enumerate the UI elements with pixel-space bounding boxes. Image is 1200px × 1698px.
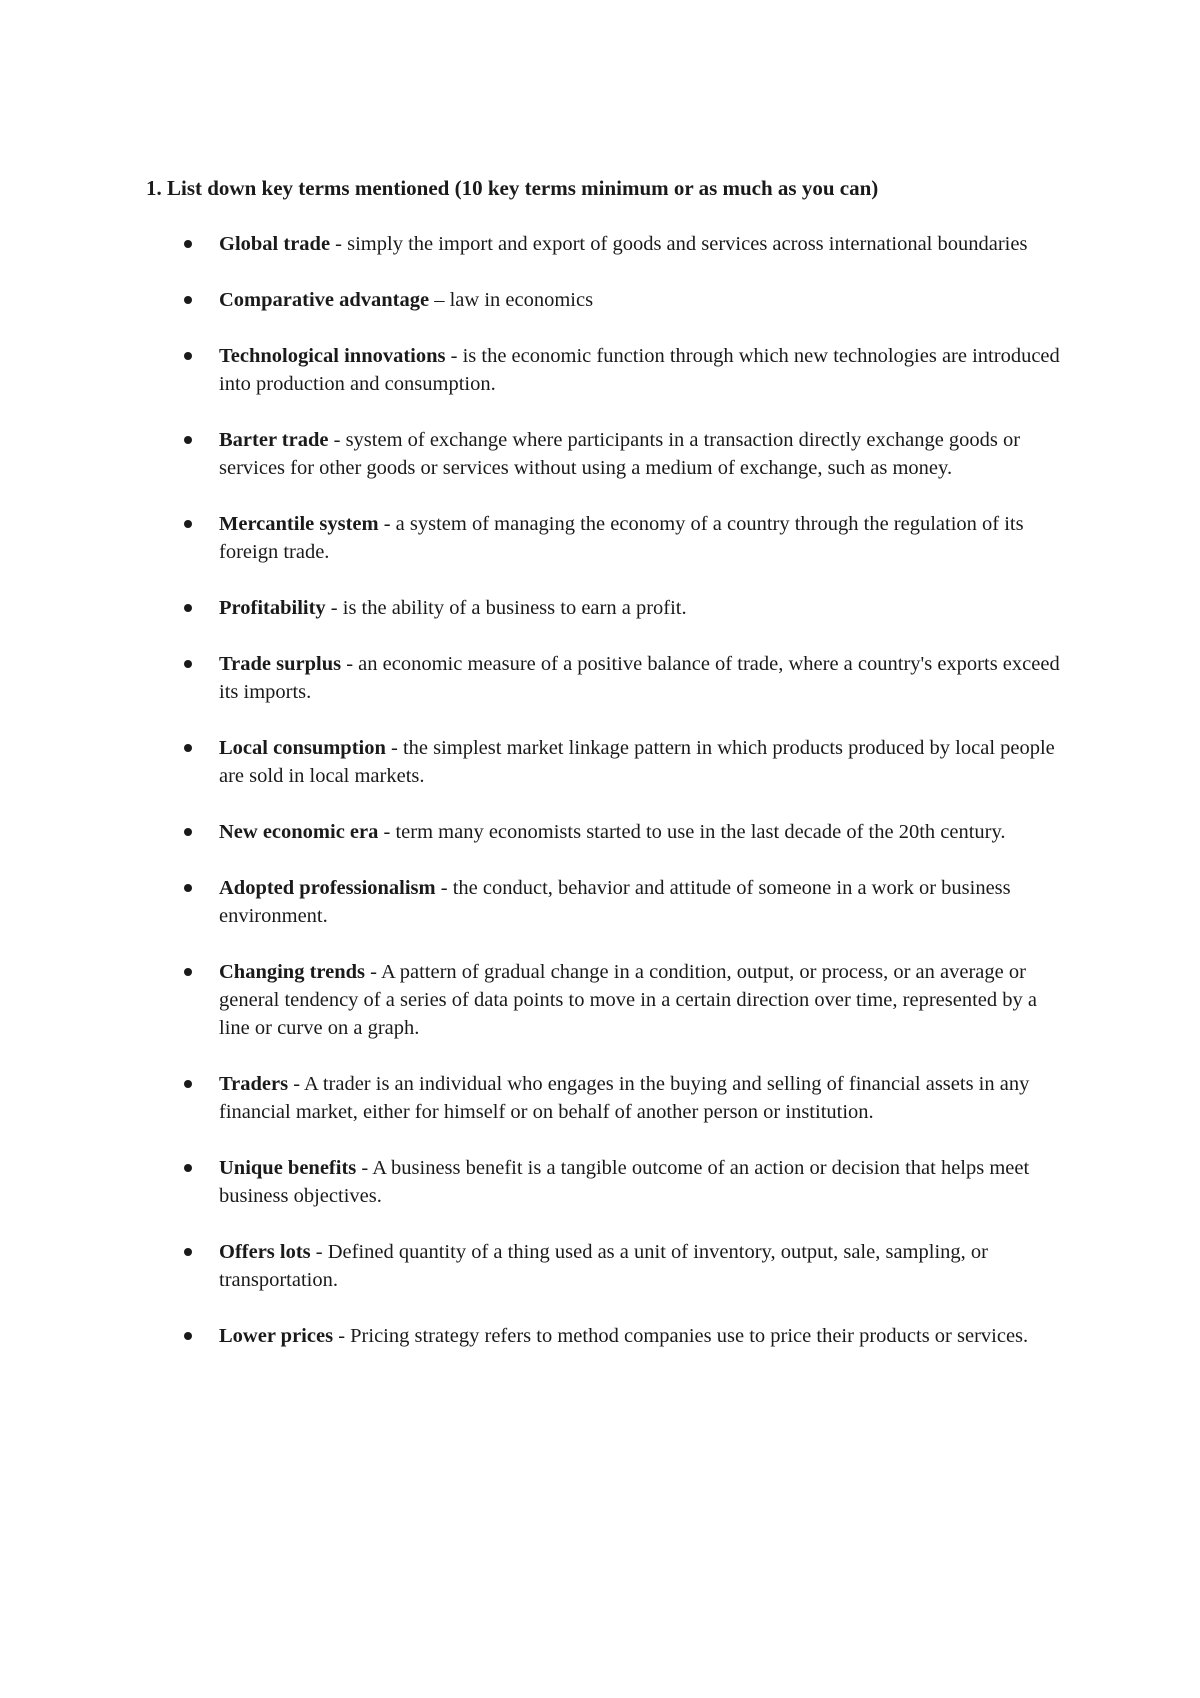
bullet-icon <box>184 660 192 668</box>
term-name: Changing trends <box>219 961 366 983</box>
term-separator: - <box>333 1325 351 1347</box>
term-name: Traders <box>219 1073 289 1095</box>
term-separator: - <box>365 961 381 983</box>
bullet-icon <box>184 1248 192 1256</box>
term-definition: A business benefit is a tangible outcome of an action or decision that helps meet business objectives. <box>219 1157 1030 1207</box>
term-separator: - <box>310 1241 328 1263</box>
list-item <box>0 286 1200 314</box>
bullet-icon <box>184 1164 192 1172</box>
term-separator: - <box>328 429 346 451</box>
term-name: Mercantile system <box>219 513 379 535</box>
list-item <box>0 510 1200 566</box>
list-item <box>0 650 1200 706</box>
bullet-icon <box>184 520 192 528</box>
bullet-icon <box>184 604 192 612</box>
term-definition: Defined quantity of a thing used as a unit of inventory, output, sale, sampling, or transportation. <box>219 1241 988 1291</box>
term-name: Profitability <box>219 597 326 619</box>
list-item <box>0 734 1200 790</box>
term-definition: law in economics <box>449 289 594 311</box>
term-definition: A trader is an individual who engages in the buying and selling of financial assets in any financial market, either for himself or on behalf of another person or institution. <box>219 1073 1030 1123</box>
list-item <box>0 1322 1200 1350</box>
term-name: Comparative advantage <box>219 289 430 311</box>
term-name: Technological innovations <box>219 345 446 367</box>
term-separator: - <box>288 1073 305 1095</box>
bullet-icon <box>184 1332 192 1340</box>
term-definition: the conduct, behavior and attitude of someone in a work or business environment. <box>219 877 1011 927</box>
list-item <box>0 1070 1200 1126</box>
term-separator: - <box>435 877 453 899</box>
term-name: Lower prices <box>219 1325 334 1347</box>
term-name: Offers lots <box>219 1241 311 1263</box>
question-heading: 1. List down key terms mentioned (10 key terms minimum or as much as you can) <box>146 176 879 200</box>
list-item <box>0 818 1200 846</box>
term-name: Adopted professionalism <box>219 877 436 899</box>
list-item <box>0 426 1200 482</box>
term-name: Local consumption <box>219 737 386 759</box>
term-definition: A pattern of gradual change in a condition, output, or process, or an average or general tendency of a series of data points to move in a certain direction over time, represented by a line or curve on a graph. <box>219 961 1037 1039</box>
term-definition: term many economists started to use in the last decade of the 20th century. <box>395 821 1006 843</box>
bullet-icon <box>184 436 192 444</box>
bullet-icon <box>184 1080 192 1088</box>
bullet-icon <box>184 296 192 304</box>
term-separator: – <box>429 289 450 311</box>
list-item <box>0 594 1200 622</box>
term-definition: Pricing strategy refers to method companies use to price their products or services. <box>350 1325 1029 1347</box>
bullet-icon <box>184 352 192 360</box>
term-definition: an economic measure of a positive balance of trade, where a country's exports exceed its imports. <box>219 653 1060 703</box>
term-name: Global trade <box>219 233 331 255</box>
term-definition: a system of managing the economy of a country through the regulation of its foreign trade. <box>219 513 1024 563</box>
key-terms-list <box>0 230 1200 1378</box>
term-name: Trade surplus <box>219 653 342 675</box>
term-definition: is the economic function through which new technologies are introduced into production and consumption. <box>219 345 1060 395</box>
term-separator: - <box>356 1157 373 1179</box>
list-item <box>0 1238 1200 1294</box>
term-definition: system of exchange where participants in a transaction directly exchange goods or services for other goods or services without using a medium of exchange, such as money. <box>219 429 1021 479</box>
term-name: New economic era <box>219 821 379 843</box>
list-item <box>0 1154 1200 1210</box>
term-separator: - <box>330 233 348 255</box>
bullet-icon <box>184 240 192 248</box>
list-item <box>0 958 1200 1042</box>
term-definition: the simplest market linkage pattern in which products produced by local people are sold in local markets. <box>219 737 1055 787</box>
bullet-icon <box>184 744 192 752</box>
term-separator: - <box>378 513 396 535</box>
bullet-icon <box>184 828 192 836</box>
term-separator: - <box>385 737 403 759</box>
term-separator: - <box>325 597 343 619</box>
term-definition: is the ability of a business to earn a profit. <box>342 597 687 619</box>
list-item <box>0 874 1200 930</box>
term-name: Unique benefits <box>219 1157 357 1179</box>
term-definition: simply the import and export of goods and services across international boundaries <box>347 233 1028 255</box>
list-item <box>0 342 1200 398</box>
bullet-icon <box>184 968 192 976</box>
list-item <box>0 230 1200 258</box>
term-name: Barter trade <box>219 429 329 451</box>
term-separator: - <box>445 345 463 367</box>
term-separator: - <box>378 821 396 843</box>
term-separator: - <box>341 653 359 675</box>
bullet-icon <box>184 884 192 892</box>
